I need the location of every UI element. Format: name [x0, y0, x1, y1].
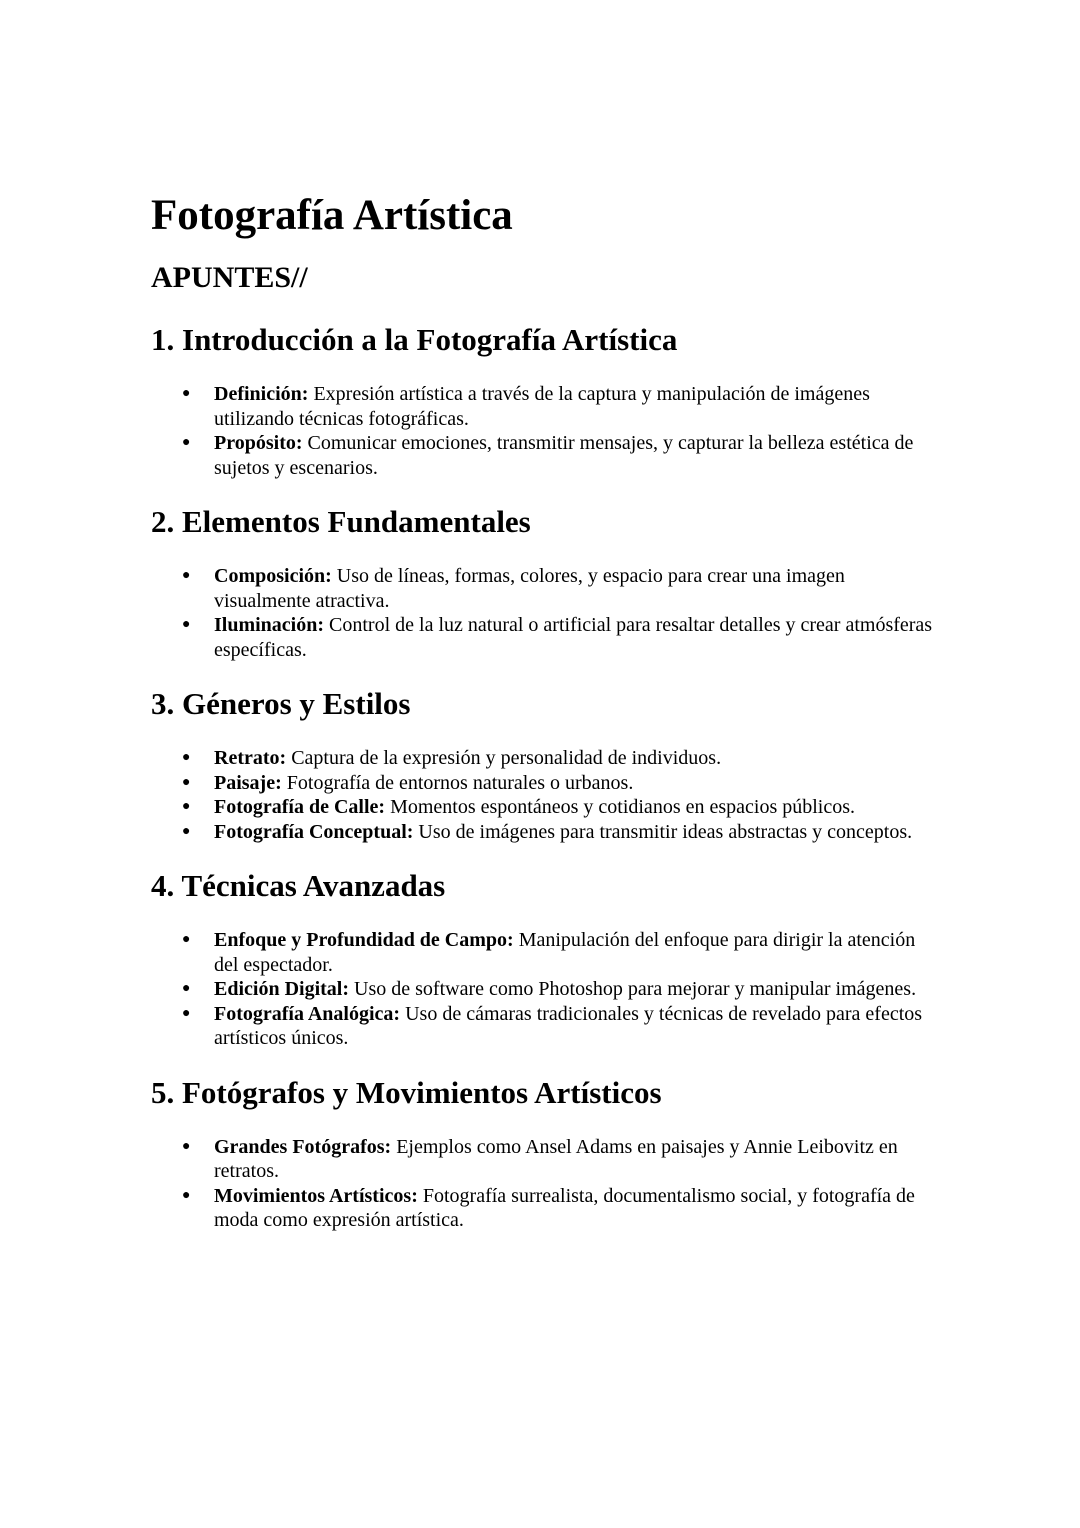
- bullet-icon: ●: [182, 774, 191, 790]
- bullet-icon: ●: [182, 617, 191, 632]
- bullet-list: [151, 746, 941, 844]
- item-term: Iluminación:: [214, 614, 325, 636]
- section-introduccion: [151, 320, 941, 480]
- item-term: Grandes Fotógrafos:: [214, 1135, 392, 1158]
- item-text: Expresión artística a través de la captura y manipulación de imágenes utilizando técnicas fotográficas.: [214, 383, 870, 430]
- item-text: Uso de software como Photoshop para mejorar y manipular imágenes.: [354, 978, 917, 1000]
- document-subtitle: APUNTES//: [151, 261, 308, 294]
- list-item: [151, 1002, 941, 1051]
- bullet-icon: ●: [182, 932, 191, 947]
- section-elementos: [151, 502, 941, 662]
- section-heading: 1. Introducción a la Fotografía Artística: [151, 322, 678, 357]
- list-item: [151, 795, 941, 820]
- item-text: Comunicar emociones, transmitir mensajes, y capturar la belleza estética de sujetos y escenarios.: [214, 432, 914, 479]
- list-item: [151, 820, 941, 845]
- bullet-list: [151, 1135, 941, 1233]
- section-heading: 4. Técnicas Avanzadas: [151, 868, 446, 903]
- bullet-icon: ●: [182, 435, 191, 450]
- item-text: Fotografía de entornos naturales o urbanos.: [286, 771, 634, 794]
- list-item: [151, 564, 941, 613]
- bullet-icon: ●: [182, 1187, 191, 1203]
- bullet-icon: ●: [182, 750, 191, 765]
- bullet-icon: ●: [182, 1138, 191, 1154]
- bullet-icon: ●: [182, 981, 191, 996]
- item-term: Movimientos Artísticos:: [214, 1184, 418, 1207]
- list-item: [151, 928, 941, 977]
- item-term: Composición:: [214, 565, 332, 587]
- list-item: [151, 1135, 941, 1184]
- list-item: [151, 613, 941, 662]
- section-heading: 5. Fotógrafos y Movimientos Artísticos: [151, 1074, 662, 1110]
- bullet-list: [151, 928, 941, 1051]
- item-term: Edición Digital:: [214, 978, 350, 1000]
- item-term: Paisaje:: [214, 771, 282, 794]
- list-item: [151, 746, 941, 771]
- list-item: [151, 977, 941, 1002]
- item-text: Momentos espontáneos y cotidianos en espacios públicos.: [390, 796, 855, 818]
- bullet-icon: ●: [182, 799, 191, 814]
- bullet-icon: ●: [182, 568, 191, 583]
- item-term: Fotografía Conceptual:: [214, 820, 414, 843]
- item-term: Retrato:: [214, 747, 287, 769]
- bullet-list: [151, 382, 941, 480]
- bullet-list: [151, 564, 941, 662]
- item-term: Fotografía Analógica:: [214, 1002, 401, 1025]
- document-page: [151, 188, 941, 1233]
- item-term: Enfoque y Profundidad de Campo:: [214, 929, 514, 951]
- item-text: Control de la luz natural o artificial para resaltar detalles y crear atmósferas específicas.: [214, 614, 933, 661]
- list-item: [151, 431, 941, 480]
- section-heading: 3. Géneros y Estilos: [151, 686, 411, 721]
- item-text: Manipulación del enfoque para dirigir la atención del espectador.: [214, 929, 916, 976]
- section-fotografos: [151, 1073, 941, 1233]
- bullet-icon: ●: [182, 823, 191, 839]
- bullet-icon: ●: [182, 1005, 191, 1021]
- bullet-icon: ●: [182, 386, 191, 401]
- item-text: Uso de imágenes para transmitir ideas abstractas y conceptos.: [418, 820, 913, 843]
- item-text: Uso de cámaras tradicionales y técnicas de revelado para efectos artísticos únicos.: [214, 1002, 923, 1049]
- list-item: [151, 382, 941, 431]
- section-generos: [151, 684, 941, 844]
- section-heading: 2. Elementos Fundamentales: [151, 504, 531, 539]
- item-term: Fotografía de Calle:: [214, 796, 386, 818]
- item-text: Fotografía surrealista, documentalismo social, y fotografía de moda como expresión artística.: [214, 1184, 915, 1231]
- item-text: Ejemplos como Ansel Adams en paisajes y Annie Leibovitz en retratos.: [214, 1135, 898, 1182]
- item-text: Uso de líneas, formas, colores, y espacio para crear una imagen visualmente atractiva.: [214, 565, 845, 612]
- list-item: [151, 771, 941, 796]
- item-term: Definición:: [214, 383, 309, 405]
- list-item: [151, 1184, 941, 1233]
- item-term: Propósito:: [214, 432, 303, 454]
- document-title: Fotografía Artística: [151, 192, 513, 239]
- section-tecnicas: [151, 866, 941, 1051]
- item-text: Captura de la expresión y personalidad de individuos.: [291, 747, 722, 769]
